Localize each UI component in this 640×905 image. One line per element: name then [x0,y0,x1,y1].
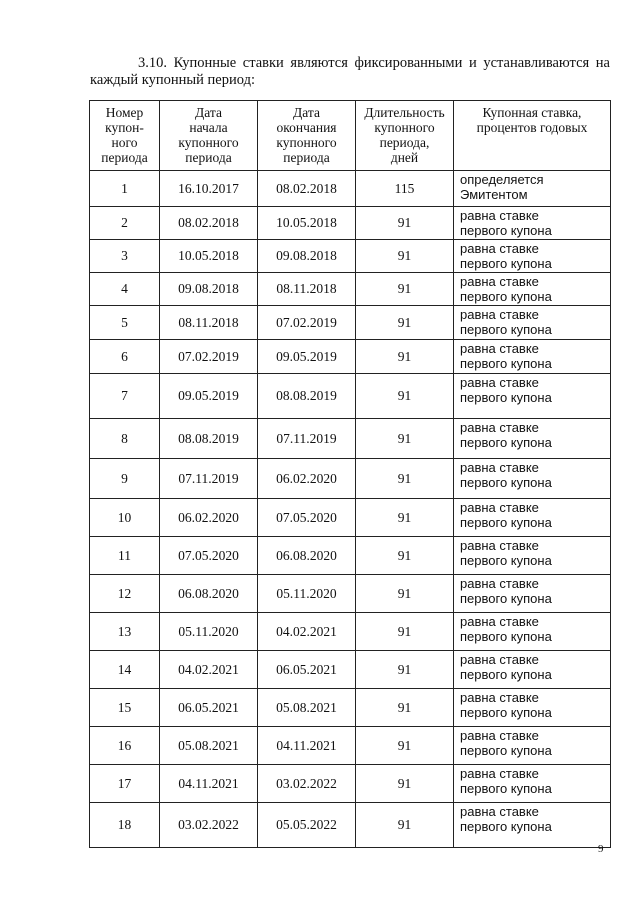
coupon-rate-line: равна ставке [460,341,539,356]
coupon-schedule-table [89,100,611,848]
cell-coupon-rate [454,613,611,651]
header-start-date [160,101,258,171]
coupon-rate-line: равна ставке [460,614,539,629]
cell-coupon-rate [454,340,611,374]
cell-coupon-rate [454,306,611,340]
cell-coupon-rate [454,803,611,848]
cell-coupon-rate [454,207,611,240]
header-duration [356,101,454,171]
header-line: купонного [374,120,435,135]
cell-end-date: 08.08.2019 [258,374,356,419]
cell-end-date: 06.05.2021 [258,651,356,689]
header-line: Номер [105,105,144,120]
header-coupon-number [90,101,160,171]
cell-coupon-rate [454,499,611,537]
coupon-rate-line: равна ставке [460,538,539,553]
cell-end-date: 05.11.2020 [258,575,356,613]
table-row [90,575,611,613]
header-coupon-rate [454,101,611,171]
cell-coupon-rate [454,727,611,765]
table-row [90,499,611,537]
cell-start-date: 06.05.2021 [160,689,258,727]
cell-end-date: 06.08.2020 [258,537,356,575]
cell-coupon-number: 11 [90,537,160,575]
cell-coupon-rate [454,689,611,727]
table-row [90,689,611,727]
coupon-rate-line: равна ставке [460,766,539,781]
cell-coupon-number: 3 [90,240,160,273]
cell-start-date: 08.02.2018 [160,207,258,240]
header-line: периода [101,150,148,165]
cell-start-date: 09.05.2019 [160,374,258,419]
cell-coupon-number: 8 [90,419,160,459]
coupon-rate-line: первого купона [460,780,552,796]
table-row [90,207,611,240]
header-line: периода [185,150,232,165]
cell-coupon-number: 5 [90,306,160,340]
coupon-rate-line: Эмитентом [460,186,528,202]
cell-duration: 91 [356,459,454,499]
cell-start-date: 04.02.2021 [160,651,258,689]
table-header-row [90,101,611,171]
cell-duration: 91 [356,727,454,765]
cell-coupon-number: 2 [90,207,160,240]
cell-duration: 91 [356,306,454,340]
table-row [90,374,611,419]
cell-coupon-number: 16 [90,727,160,765]
cell-start-date: 03.02.2022 [160,803,258,848]
cell-end-date: 05.05.2022 [258,803,356,848]
table-row [90,240,611,273]
cell-start-date: 10.05.2018 [160,240,258,273]
cell-coupon-number: 13 [90,613,160,651]
cell-coupon-number: 1 [90,171,160,207]
cell-end-date: 04.02.2021 [258,613,356,651]
cell-coupon-number: 12 [90,575,160,613]
cell-end-date: 07.05.2020 [258,499,356,537]
cell-end-date: 08.11.2018 [258,273,356,306]
cell-duration: 91 [356,374,454,419]
cell-coupon-number: 4 [90,273,160,306]
cell-start-date: 06.08.2020 [160,575,258,613]
coupon-rate-line: равна ставке [460,690,539,705]
coupon-rate-line: первого купона [460,666,552,682]
header-end-date [258,101,356,171]
cell-end-date: 07.11.2019 [258,419,356,459]
coupon-rate-line: равна ставке [460,208,539,223]
coupon-rate-line: первого купона [460,474,552,490]
cell-duration: 91 [356,419,454,459]
cell-coupon-rate [454,651,611,689]
cell-duration: 91 [356,765,454,803]
cell-start-date: 07.02.2019 [160,340,258,374]
cell-start-date: 06.02.2020 [160,499,258,537]
cell-end-date: 05.08.2021 [258,689,356,727]
header-line: процентов годовых [476,120,588,135]
cell-start-date: 08.11.2018 [160,306,258,340]
cell-coupon-number: 10 [90,499,160,537]
coupon-rate-line: первого купона [460,514,552,530]
table-row [90,459,611,499]
table-body [90,171,611,848]
cell-end-date: 09.05.2019 [258,340,356,374]
coupon-rate-line: первого купона [460,321,552,337]
cell-coupon-rate [454,240,611,273]
table-row [90,727,611,765]
cell-duration: 91 [356,803,454,848]
cell-coupon-number: 15 [90,689,160,727]
coupon-rate-line: равна ставке [460,420,539,435]
coupon-rate-line: равна ставке [460,728,539,743]
cell-coupon-number: 18 [90,803,160,848]
coupon-rate-line: первого купона [460,389,552,405]
header-line: начала [189,120,228,135]
cell-end-date: 09.08.2018 [258,240,356,273]
coupon-rate-line: первого купона [460,590,552,606]
cell-duration: 91 [356,537,454,575]
cell-coupon-number: 17 [90,765,160,803]
cell-start-date: 04.11.2021 [160,765,258,803]
table-row [90,803,611,848]
table-row [90,613,611,651]
coupon-rate-line: равна ставке [460,274,539,289]
cell-coupon-rate [454,374,611,419]
cell-start-date: 09.08.2018 [160,273,258,306]
intro-line-2: каждый купонный период: [90,72,255,88]
coupon-rate-line: первого купона [460,355,552,371]
table-row [90,651,611,689]
cell-duration: 91 [356,651,454,689]
cell-duration: 91 [356,207,454,240]
header-line: Длительность [364,105,445,120]
cell-coupon-rate [454,273,611,306]
cell-coupon-number: 7 [90,374,160,419]
coupon-rate-line: равна ставке [460,460,539,475]
cell-duration: 91 [356,613,454,651]
coupon-rate-line: первого купона [460,255,552,271]
header-line: дней [390,150,419,165]
coupon-rate-line: равна ставке [460,652,539,667]
table-row [90,340,611,374]
cell-start-date: 05.08.2021 [160,727,258,765]
cell-coupon-number: 9 [90,459,160,499]
cell-end-date: 06.02.2020 [258,459,356,499]
coupon-rate-line: первого купона [460,288,552,304]
cell-coupon-rate [454,765,611,803]
coupon-rate-line: первого купона [460,552,552,568]
cell-end-date: 10.05.2018 [258,207,356,240]
table-row [90,306,611,340]
page-number: 9 [598,843,604,855]
cell-coupon-rate [454,537,611,575]
cell-coupon-rate [454,171,611,207]
cell-duration: 91 [356,340,454,374]
table-row [90,273,611,306]
table-row [90,419,611,459]
cell-end-date: 04.11.2021 [258,727,356,765]
coupon-rate-line: первого купона [460,818,552,834]
cell-start-date: 05.11.2020 [160,613,258,651]
header-line: купонного [178,135,239,150]
coupon-rate-line: равна ставке [460,375,539,390]
cell-start-date: 07.05.2020 [160,537,258,575]
cell-coupon-rate [454,575,611,613]
header-line: Дата [195,105,222,120]
table-row [90,171,611,207]
header-line: Дата [293,105,320,120]
coupon-rate-line: первого купона [460,742,552,758]
coupon-rate-line: равна ставке [460,500,539,515]
intro-line-1: 3.10. Купонные ставки являются фиксированными и устанавливаются на [138,55,610,71]
header-line: купон- [105,120,144,135]
table-row [90,765,611,803]
coupon-rate-line: первого купона [460,222,552,238]
cell-duration: 91 [356,499,454,537]
coupon-rate-line: первого купона [460,434,552,450]
coupon-rate-line: равна ставке [460,576,539,591]
cell-end-date: 07.02.2019 [258,306,356,340]
coupon-rate-line: первого купона [460,704,552,720]
header-line: купонного [276,135,337,150]
header-line: периода, [379,135,430,150]
intro-paragraph [90,55,610,89]
header-line: периода [283,150,330,165]
coupon-rate-line: определяется [460,172,544,187]
cell-coupon-number: 14 [90,651,160,689]
cell-end-date: 08.02.2018 [258,171,356,207]
coupon-rate-line: равна ставке [460,241,539,256]
cell-end-date: 03.02.2022 [258,765,356,803]
cell-duration: 91 [356,689,454,727]
cell-coupon-number: 6 [90,340,160,374]
header-line: окончания [276,120,337,135]
table-row [90,537,611,575]
coupon-rate-line: равна ставке [460,804,539,819]
cell-duration: 115 [356,171,454,207]
header-line: ного [111,135,138,150]
cell-duration: 91 [356,575,454,613]
cell-duration: 91 [356,273,454,306]
cell-duration: 91 [356,240,454,273]
coupon-rate-line: равна ставке [460,307,539,322]
coupon-rate-line: первого купона [460,628,552,644]
cell-start-date: 16.10.2017 [160,171,258,207]
header-line: Купонная ставка, [482,105,582,120]
cell-coupon-rate [454,459,611,499]
cell-start-date: 08.08.2019 [160,419,258,459]
cell-coupon-rate [454,419,611,459]
cell-start-date: 07.11.2019 [160,459,258,499]
